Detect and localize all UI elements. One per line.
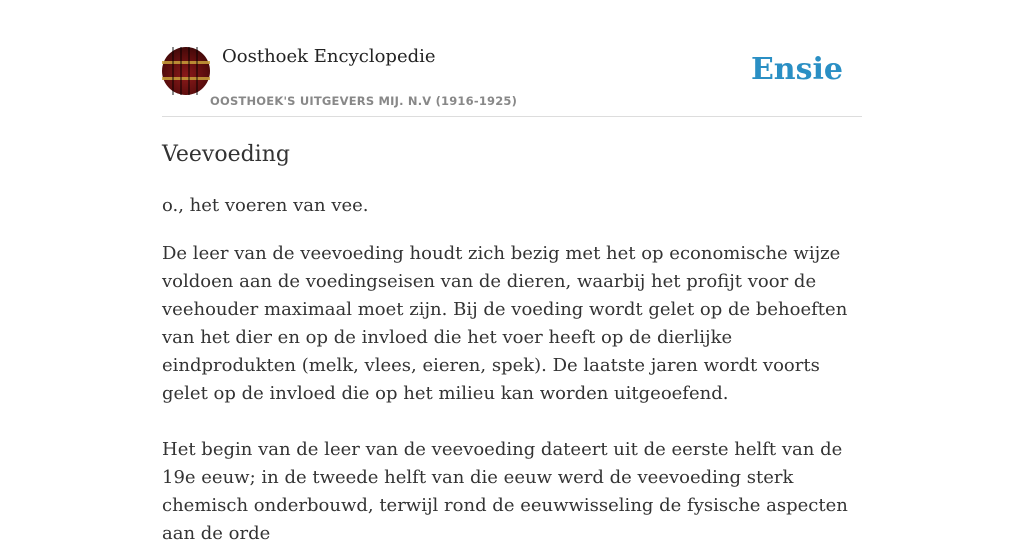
publisher-label: OOSTHOEK'S UITGEVERS MIJ. N.V (1916-1925) <box>210 94 518 108</box>
ensie-logo-link[interactable]: Ensie <box>750 52 843 87</box>
article-paragraph-2: Het begin van de leer van de veevoeding dateert uit de eerste helft van de 19e eeuw; in de tweede helft van die eeuw werd de veevoeding sterk chemisch onderbouwd, terwijl rond de eeuwwisseling de fysische aspecten aan de orde <box>162 439 848 544</box>
article-paragraph-1: De leer van de veevoeding houdt zich bezig met het op economische wijze voldoen aan de voedingseisen van de dieren, waarbij het profijt voor de veehouder maximaal moet zijn. Bij de voeding wordt gelet op de behoeften van het dier en op de invloed die het voer heeft op de dierlijke eindprodukten (melk, vlees, eieren, spek). De laatste jaren wordt voorts gelet op de invloed die op het milieu kan worden uitgeoefend. <box>162 243 848 404</box>
encyclopedia-books-avatar[interactable] <box>162 47 210 95</box>
article-title: Veevoeding <box>162 142 290 167</box>
article <box>162 140 862 548</box>
site-title[interactable]: Oosthoek Encyclopedie <box>222 46 436 67</box>
header <box>162 46 862 117</box>
definition-text: o., het voeren van vee. <box>162 195 369 216</box>
